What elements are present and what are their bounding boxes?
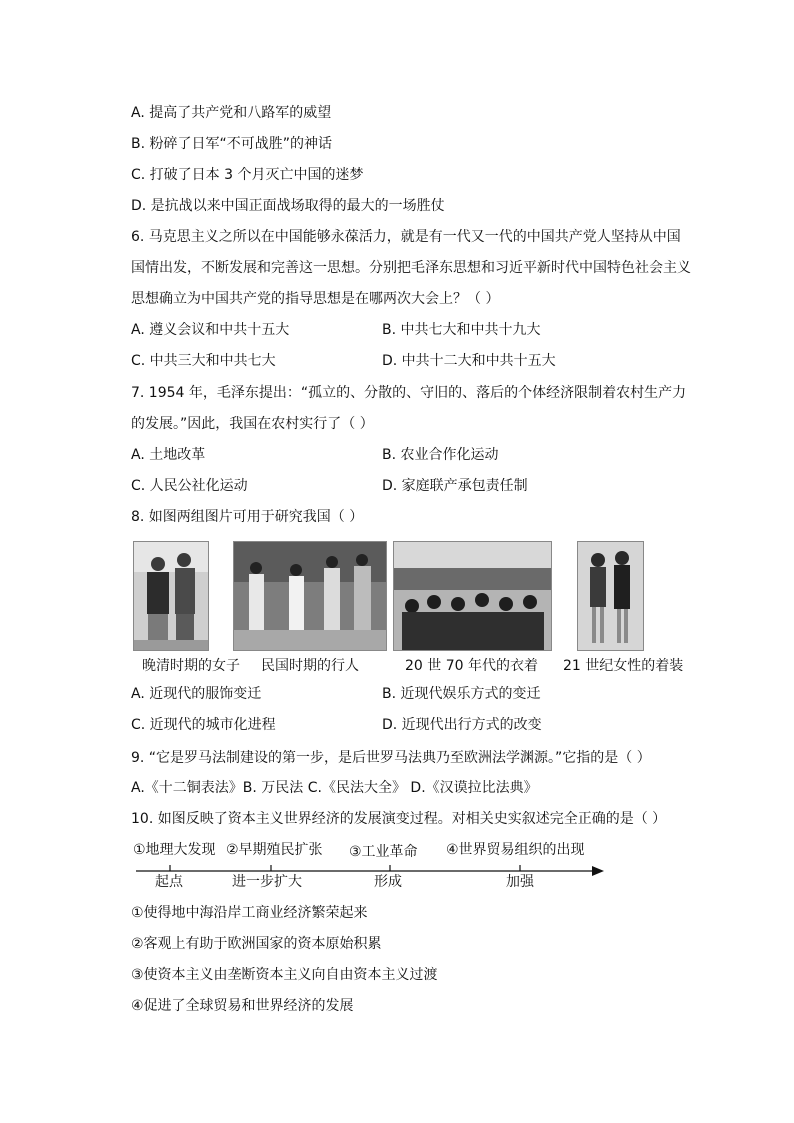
timeline-stage-strengthen: 加强 bbox=[506, 874, 534, 890]
q6-stem-line1: 6. 马克思主义之所以在中国能够永葆活力，就是有一代又一代的中国共产党人坚持从中国 bbox=[131, 229, 681, 245]
q6-option-d: D. 中共十二大和中共十五大 bbox=[382, 353, 556, 369]
q6-option-c: C. 中共三大和中共七大 bbox=[131, 353, 276, 369]
photo-late-qing-women-image bbox=[134, 542, 208, 650]
q9-options: A.《十二铜表法》B. 万民法 C.《民法大全》 D.《汉谟拉比法典》 bbox=[131, 780, 538, 796]
timeline-label-wto: ④世界贸易组织的出现 bbox=[446, 842, 585, 858]
photo-republic-pedestrians bbox=[233, 541, 387, 651]
photo-1970s-clothing-image bbox=[394, 542, 551, 650]
timeline-arrow-head bbox=[592, 866, 604, 876]
q5-option-c: C. 打破了日本 3 个月灭亡中国的迷梦 bbox=[131, 167, 364, 183]
q5-option-a: A. 提高了共产党和八路军的威望 bbox=[131, 105, 332, 121]
q6-option-b: B. 中共七大和中共十九大 bbox=[382, 322, 541, 338]
q7-option-b: B. 农业合作化运动 bbox=[382, 447, 499, 463]
q8-option-c: C. 近现代的城市化进程 bbox=[131, 717, 276, 733]
caption-late-qing-women: 晚清时期的女子 bbox=[142, 658, 240, 674]
timeline-label-colonial-expansion: ②早期殖民扩张 bbox=[226, 842, 323, 858]
photo-republic-pedestrians-image bbox=[234, 542, 386, 650]
photo-21st-century-fashion bbox=[577, 541, 644, 651]
timeline-axis bbox=[130, 858, 610, 878]
timeline-stage-start: 起点 bbox=[155, 874, 183, 890]
photo-21st-century-fashion-image bbox=[578, 542, 643, 650]
q5-option-b: B. 粉碎了日军“不可战胜”的神话 bbox=[131, 136, 333, 152]
timeline-stage-form: 形成 bbox=[374, 874, 402, 890]
timeline-label-industrial-revolution: ③工业革命 bbox=[349, 844, 418, 860]
q7-option-d: D. 家庭联产承包责任制 bbox=[382, 478, 528, 494]
q6-stem-line2: 国情出发，不断发展和完善这一思想。分别把毛泽东思想和习近平新时代中国特色社会主义 bbox=[131, 260, 691, 276]
q10-statement-3: ③使资本主义由垄断资本主义向自由资本主义过渡 bbox=[131, 967, 438, 983]
q6-option-a: A. 遵义会议和中共十五大 bbox=[131, 322, 290, 338]
q9-stem: 9. “它是罗马法制建设的第一步，是后世罗马法典乃至欧洲法学渊源。”它指的是（ ） bbox=[131, 750, 651, 766]
caption-republic-pedestrians: 民国时期的行人 bbox=[261, 658, 359, 674]
q7-stem-line1: 7. 1954 年，毛泽东提出：“孤立的、分散的、守旧的、落后的个体经济限制着农村生产力 bbox=[131, 385, 687, 401]
q7-option-c: C. 人民公社化运动 bbox=[131, 478, 248, 494]
q8-option-a: A. 近现代的服饰变迁 bbox=[131, 686, 262, 702]
caption-21st-century-fashion: 21 世纪女性的着装 bbox=[563, 658, 684, 674]
timeline-label-geographic-discovery: ①地理大发现 bbox=[133, 842, 216, 858]
q8-option-d: D. 近现代出行方式的改变 bbox=[382, 717, 542, 733]
q10-statement-4: ④促进了全球贸易和世界经济的发展 bbox=[131, 998, 354, 1014]
photo-1970s-clothing bbox=[393, 541, 552, 651]
q10-statement-2: ②客观上有助于欧洲国家的资本原始积累 bbox=[131, 936, 382, 952]
q6-stem-line3: 思想确立为中国共产党的指导思想是在哪两次大会上？（ ） bbox=[131, 291, 500, 307]
q8-option-b: B. 近现代娱乐方式的变迁 bbox=[382, 686, 541, 702]
q8-stem: 8. 如图两组图片可用于研究我国（ ） bbox=[131, 509, 364, 525]
q7-stem-line2: 的发展。”因此，我国在农村实行了（ ） bbox=[131, 416, 374, 432]
q5-option-d: D. 是抗战以来中国正面战场取得的最大的一场胜仗 bbox=[131, 198, 445, 214]
photo-late-qing-women bbox=[133, 541, 209, 651]
q10-statement-1: ①使得地中海沿岸工商业经济繁荣起来 bbox=[131, 905, 368, 921]
timeline-stage-expand: 进一步扩大 bbox=[232, 874, 302, 890]
q7-option-a: A. 土地改革 bbox=[131, 447, 206, 463]
q10-stem: 10. 如图反映了资本主义世界经济的发展演变过程。对相关史实叙述完全正确的是（ ） bbox=[131, 811, 667, 827]
caption-1970s-clothing: 20 世 70 年代的衣着 bbox=[405, 658, 538, 674]
